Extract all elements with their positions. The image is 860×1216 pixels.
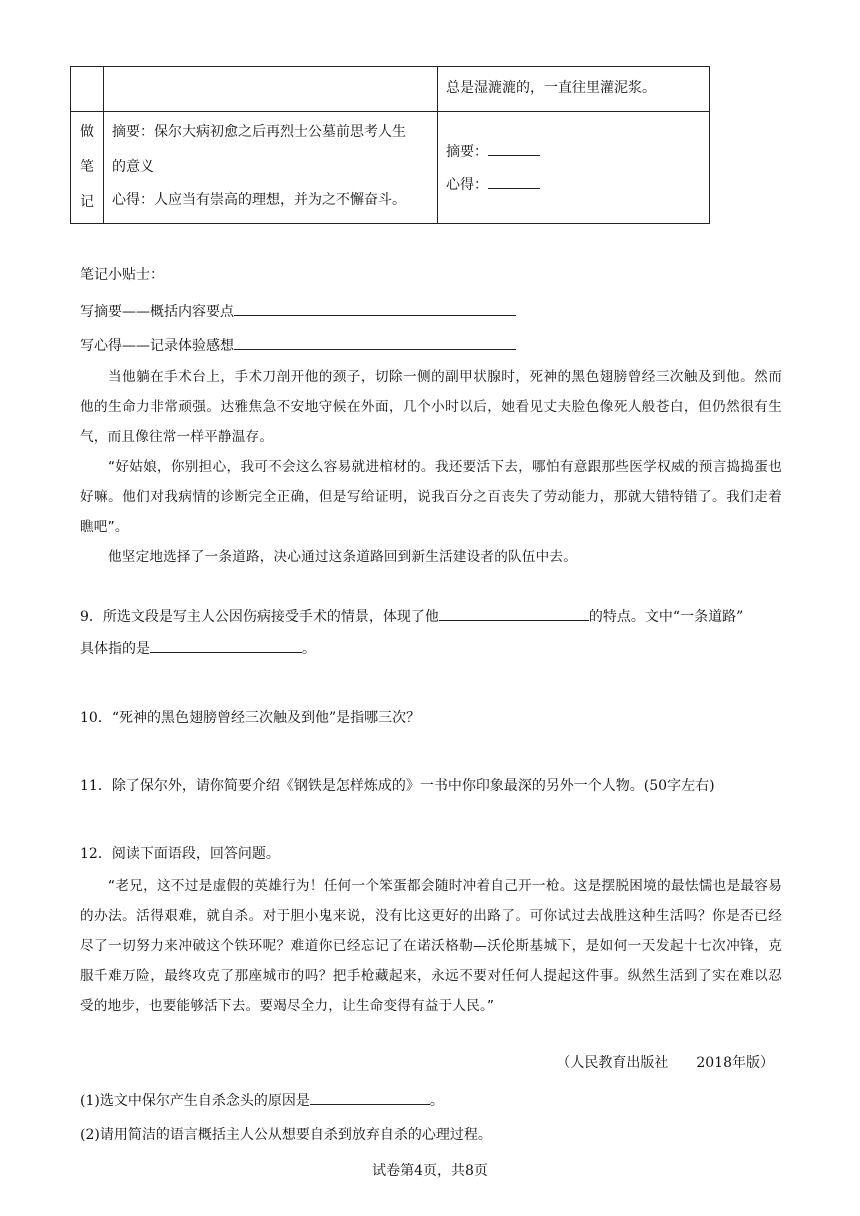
tips-item-2: 写心得——记录体验感想 [80, 335, 516, 355]
notes-table [70, 66, 710, 224]
table-summary-blank: 摘要： [446, 138, 540, 166]
passage-paragraph-2: “好姑娘，你别担心，我可不会这么容易就进棺材的。我还要活下去，哪怕有意跟那些医学权威的预言捣捣蛋也好嘛。他们对我病情的诊断完全正确，但是写给证明，说我百分之百丧失了劳动能力，那就大错特错了。我们走着瞧吧”。 [80, 459, 782, 535]
table-insight-blank: 心得： [446, 171, 540, 199]
question-12-sub2: (2)请用简洁的语言概括主人公从想要自杀到放弃自杀的心理过程。 [80, 1127, 492, 1143]
question-11: 11．除了保尔外，请你简要介绍《钢铁是怎样炼成的》一书中你印象最深的另外一个人物。(50字左右) [80, 778, 715, 794]
question-9-line1: 9．所选文段是写主人公因伤病接受手术的情景，体现了他 的特点。文中“一条道路” [80, 609, 744, 625]
question-10: 10．“死神的黑色翅膀曾经三次触及到他”是指哪三次？ [80, 710, 421, 726]
table-label-char-3: 记 [80, 194, 94, 210]
tips-title: 笔记小贴士： [80, 267, 164, 283]
question-12-sub1: (1)选文中保尔产生自杀念头的原因是 。 [80, 1093, 444, 1109]
table-insight-line: 心得：人应当有崇高的理想，并为之不懈奋斗。 [112, 192, 406, 208]
page-footer: 试卷第4页，共8页 [372, 1163, 488, 1179]
passage-paragraph-1: 当他躺在手术台上，手术刀剖开他的颈子，切除一侧的副甲状腺时，死神的黑色翅膀曾经三次触及到他。然而他的生命力非常顽强。达雅焦急不安地守候在外面，几个小时以后，她看见丈夫脸色像死人般苍白，但仍然很有生气，而且像往常一样平静温存。 [80, 369, 782, 445]
table-summary-line1: 摘要：保尔大病初愈之后再烈士公墓前思考人生 [112, 124, 406, 140]
tips-item-1: 写摘要——概括内容要点 [80, 301, 516, 321]
question-12-source: （人民教育出版社 2018年版） [556, 1055, 774, 1071]
table-row1-right-text: 总是湿漉漉的，一直往里灌泥浆。 [446, 80, 656, 96]
question-12-passage [80, 871, 782, 1021]
table-label-char-2: 笔 [80, 159, 94, 175]
passage-paragraph-3: 他坚定地选择了一条道路，决心通过这条道路回到新生活建设者的队伍中去。 [108, 549, 577, 565]
table-summary-line2: 的意义 [112, 159, 154, 175]
question-12-title: 12．阅读下面语段，回答问题。 [80, 846, 280, 862]
table-label-char-1: 做 [80, 124, 94, 140]
question-9-line2: 具体指的是 。 [80, 641, 316, 657]
question-12-passage-text: “老兄，这不过是虚假的英雄行为！任何一个笨蛋都会随时冲着自己开一枪。这是摆脱困境的最怯懦也是最容易的办法。活得艰难，就自杀。对于胆小鬼来说，没有比这更好的出路了。可你试过去战胜这种生活吗？你是否已经尽了一切努力来冲破这个铁环呢？难道你已经忘记了在诺沃格勒—沃伦斯基城下，是如何一天发起十七次冲锋，克服千难万险，最终攻克了那座城市的吗？把手枪藏起来，永远不要对任何人提起这件事。纵然生活到了实在难以忍受的地步，也要能够活下去。要竭尽全力，让生命变得有益于人民。” [80, 878, 782, 1014]
reading-passage [80, 362, 782, 572]
